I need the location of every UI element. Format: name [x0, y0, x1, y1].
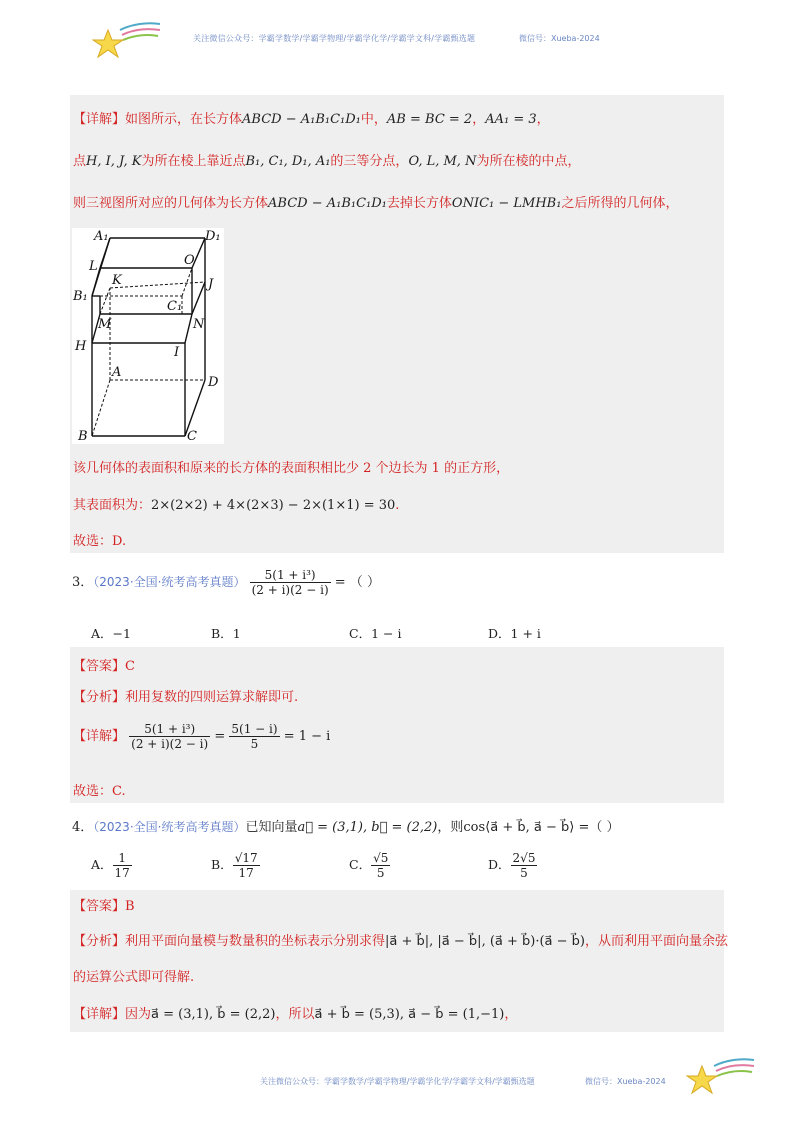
q4-analysis: 【分析】利用平面向量模与数量积的坐标表示分别求得|a⃗ + b⃗|, |a⃗ − b⃗|, (a⃗ + b⃗)·(a⃗ − b⃗)，从而利用平面向量余弦 — [73, 934, 729, 949]
label-B: B — [78, 429, 88, 444]
footer-promo-text: 关注微信公众号：学霸学数学/学霸学物理/学霸学化学/学霸学文科/学霸甄选题 — [260, 1077, 535, 1086]
label-C1: C₁ — [167, 299, 183, 314]
label-H: H — [75, 339, 87, 354]
label-J: J — [208, 277, 214, 292]
q3-option-a[interactable]: A．−1 — [91, 626, 131, 641]
q2-detail-line4: 该几何体的表面积和原来的长方体的表面积相比少 2 个边长为 1 的正方形， — [73, 461, 510, 476]
q4-detail: 【详解】因为a⃗ = (3,1), b⃗ = (2,2)，所以a⃗ + b⃗ = (5,3), a⃗ − b⃗ = (1,−1)， — [73, 1007, 518, 1022]
cuboid-figure — [72, 228, 224, 444]
label-C: C — [187, 429, 197, 444]
header-promo-text: 关注微信公众号：学霸学数学/学霸学物理/学霸学化学/学霸学文科/学霸甄选题 — [193, 34, 476, 43]
q3-option-b[interactable]: B．1 — [211, 626, 241, 641]
q3-detail: 【详解】 $\frac{\text{5(1 + i³)}}{(2 + i)(2 - i)}$ = $\frac{5(1 - i)}{5}$ = 1 − i — [73, 722, 331, 751]
q4-stem: 4．（2023·全国·统考高考真题）已知向量a⃗ = (3,1), b⃗ = (2,2)，则cos⟨a⃗ + b⃗, a⃗ − b⃗⟩ =（ ） — [72, 820, 620, 835]
label-A: A — [112, 365, 122, 380]
q3-option-d[interactable]: D．1 + i — [488, 626, 541, 641]
label-D1: D₁ — [205, 229, 221, 244]
label-A1: A₁ — [94, 229, 109, 244]
q3-analysis: 【分析】利用复数的四则运算求解即可. — [73, 690, 299, 705]
label-L: L — [89, 259, 98, 274]
q3-stem: 3．（2023·全国·统考高考真题） $\frac{\text{5(1 + i³)}}{(2 + i)(2 - i)}$ = （ ） — [72, 568, 380, 597]
star-logo-icon — [92, 18, 162, 62]
q4-answer: 【答案】B — [73, 899, 135, 914]
label-D: D — [208, 375, 219, 390]
q3-answer: 【答案】C — [73, 659, 135, 674]
q3-fraction: $\frac{\text{5(1 + i³)}}{(2 + i)(2 - i)}$ — [251, 568, 329, 597]
detail-label: 【详解】 — [73, 112, 126, 127]
label-N: N — [193, 317, 205, 332]
footer-wechat-id: 微信号：Xueba-2024 — [585, 1077, 666, 1086]
q3-option-c[interactable]: C．1 − i — [349, 626, 402, 641]
q4-analysis-line2: 的运算公式即可得解. — [73, 970, 195, 985]
q4-option-b[interactable]: B． $\frac{√17}{17}$ — [211, 851, 258, 880]
q4-option-a[interactable]: A． $\frac{1}{17}$ — [91, 851, 130, 880]
q2-detail-line1: 【详解】如图所示，在长方体ABCD − A₁B₁C₁D₁中，AB = BC = 2，AA₁ = 3， — [73, 112, 550, 127]
page-header — [0, 30, 794, 52]
q3-source: （2023·全国·统考高考真题） — [93, 575, 246, 589]
q4-option-d[interactable]: D． $\frac{2√5}{5}$ — [488, 851, 536, 880]
q4-option-c[interactable]: C． $\frac{√5}{5}$ — [349, 851, 389, 880]
label-O: O — [184, 253, 195, 268]
label-B1: B₁ — [73, 289, 88, 304]
label-M: M — [98, 317, 112, 332]
q4-source: （2023·全国·统考高考真题） — [93, 820, 246, 834]
q2-detail-line5: 其表面积为：2×(2×2) + 4×(2×3) − 2×(1×1) = 30. — [73, 498, 400, 513]
q3-conclusion: 故选：C. — [73, 784, 126, 799]
q2-detail-line2: 点H, I, J, K为所在棱上靠近点B₁, C₁, D₁, A₁的三等分点，O, L, M, N为所在棱的中点， — [73, 154, 581, 169]
q2-conclusion: 故选：D. — [73, 534, 127, 549]
q2-detail-line3: 则三视图所对应的几何体为长方体ABCD − A₁B₁C₁D₁去掉长方体ONIC₁ − LMHB₁之后所得的几何体， — [73, 196, 679, 211]
footer-star-logo-icon — [686, 1054, 756, 1098]
label-I: I — [174, 345, 180, 360]
header-wechat-id: 微信号：Xueba-2024 — [519, 34, 600, 43]
label-K: K — [112, 273, 122, 288]
